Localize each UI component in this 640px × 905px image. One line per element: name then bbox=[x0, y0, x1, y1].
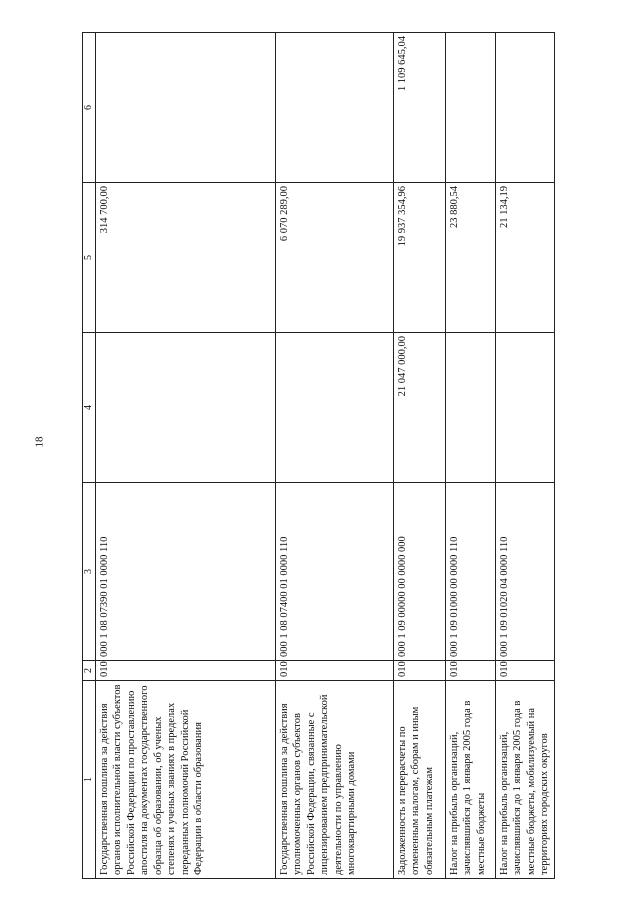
row-col-6 bbox=[446, 33, 496, 183]
table-wrapper bbox=[82, 33, 553, 879]
row-col-5: 19 937 354,96 bbox=[394, 183, 446, 333]
header-col-3: 3 bbox=[83, 483, 96, 661]
row-name: Задолженность и перерасчеты по отмененным налогам, сборам и иным обязательным платежам bbox=[394, 681, 446, 879]
row-col-4 bbox=[446, 333, 496, 483]
header-col-4: 4 bbox=[83, 333, 96, 483]
table-row bbox=[496, 33, 555, 879]
table-row bbox=[394, 33, 446, 879]
rotated-table-frame bbox=[82, 33, 553, 879]
header-col-2: 2 bbox=[83, 661, 96, 681]
row-budget-code: 000 1 09 01020 04 0000 110 bbox=[496, 483, 555, 661]
row-line-code: 010 bbox=[276, 661, 394, 681]
row-name: Государственная пошлина за действия уполномоченных органов субъектов Российской Федерации, связанные с лицензированием предпринимательской деятельности по управлению многоквартирными домами bbox=[276, 681, 394, 879]
row-line-code: 010 bbox=[496, 661, 555, 681]
row-line-code: 010 bbox=[446, 661, 496, 681]
row-name: Налог на прибыль организаций, зачислявшийся до 1 января 2005 года в местные бюджеты, мобилизуемый на территориях городских округов bbox=[496, 681, 555, 879]
row-line-code: 010 bbox=[394, 661, 446, 681]
row-col-5: 314 700,00 bbox=[96, 183, 276, 333]
row-col-6 bbox=[496, 33, 555, 183]
row-col-4 bbox=[96, 333, 276, 483]
header-col-1: 1 bbox=[83, 681, 96, 879]
row-budget-code: 000 1 08 07390 01 0000 110 bbox=[96, 483, 276, 661]
row-budget-code: 000 1 08 07400 01 0000 110 bbox=[276, 483, 394, 661]
row-name: Налог на прибыль организаций, зачислявшийся до 1 января 2005 года в местные бюджеты bbox=[446, 681, 496, 879]
report-table bbox=[82, 32, 555, 879]
row-col-6 bbox=[96, 33, 276, 183]
page-number: 18 bbox=[33, 436, 46, 448]
header-col-6: 6 bbox=[83, 33, 96, 183]
row-name: Государственная пошлина за действия органов исполнительной власти субъектов Российской Федерации по проставлению апостиля на документах государственного образца об образовании, об ученых степенях и ученых званиях в пределах переданных полномочий Российской Федерации в области образования bbox=[96, 681, 276, 879]
table-row bbox=[96, 33, 276, 879]
header-col-5: 5 bbox=[83, 183, 96, 333]
row-budget-code: 000 1 09 01000 00 0000 110 bbox=[446, 483, 496, 661]
row-col-6: 1 109 645,04 bbox=[394, 33, 446, 183]
table-row bbox=[446, 33, 496, 879]
table-row bbox=[276, 33, 394, 879]
row-budget-code: 000 1 09 00000 00 0000 000 bbox=[394, 483, 446, 661]
row-col-5: 6 070 289,00 bbox=[276, 183, 394, 333]
row-col-4 bbox=[276, 333, 394, 483]
header-row bbox=[83, 33, 96, 879]
row-col-5: 23 880,54 bbox=[446, 183, 496, 333]
row-col-4: 21 047 000,00 bbox=[394, 333, 446, 483]
row-col-4 bbox=[496, 333, 555, 483]
row-col-5: 21 134,19 bbox=[496, 183, 555, 333]
row-line-code: 010 bbox=[96, 661, 276, 681]
row-col-6 bbox=[276, 33, 394, 183]
